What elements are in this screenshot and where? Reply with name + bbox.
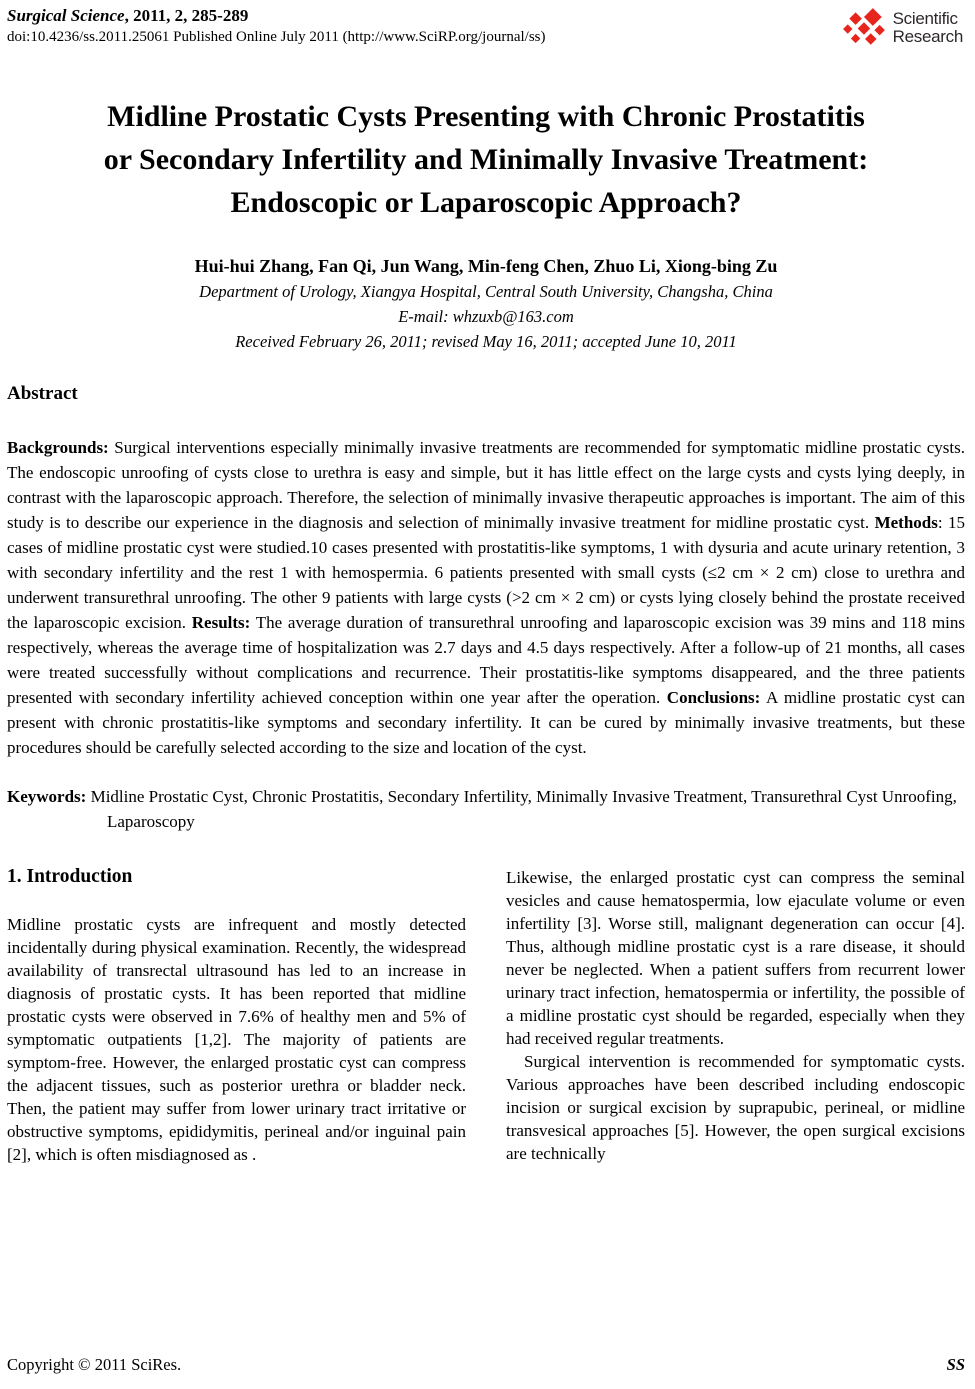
copyright-notice: Copyright © 2011 SciRes. — [7, 1355, 182, 1374]
right-column — [506, 864, 965, 1166]
affiliation-line: Department of Urology, Xiangya Hospital, Central South University, Changsha, China — [199, 282, 773, 301]
journal-header — [7, 6, 965, 49]
backgrounds-text: Surgical interventions especially minimally invasive treatments are recommended for symptomatic midline prostatic cysts. The endoscopic unroofing of cysts close to urethra is easy and simple, but it has little effect on the large cysts and cysts lying deeply, in contrast with the laparoscopic approach. Therefore, the selection of minimally invasive therapeutic approaches is important. The aim of this study is to describe our experience in the diagnosis and selection of minimally invasive treatment for midline prostatic cyst. — [7, 438, 965, 532]
abstract-body — [7, 435, 965, 760]
introduction-heading: 1. Introduction — [7, 866, 133, 887]
publisher-logo — [842, 7, 963, 49]
journal-citation-line — [7, 6, 546, 26]
article-title-line2: or Secondary Infertility and Minimally Invasive Treatment: — [103, 143, 869, 176]
introduction-paragraph-right-1: Likewise, the enlarged prostatic cyst can compress the seminal vesicles and cause hematospermia, low ejaculate volume or even infertility [3]. Worse still, malignant degeneration can occur [4]. Thus, although midline prostatic cyst is a rare disease, it should never be neglected. When a patient suffers from recurrent lower urinary tract infection, hematospermia or infertility, the possible of a midline prostatic cyst should be regarded, especially when they had received regular treatments. — [506, 868, 965, 1048]
results-label: Results: — [191, 613, 251, 632]
methods-label: Methods — [874, 513, 938, 532]
publisher-name-line2: Research — [892, 27, 963, 46]
journal-info — [7, 6, 546, 46]
results-text: The average duration of transurethral unroofing and laparoscopic excision was 39 mins and 118 mins respectively, whereas the average time of hospitalization was 2.7 days and 4.5 days respectively. After a follow-up of 21 months, all cases were treated successfully without complications and recurrence. Their prostatitis-like symptoms disappeared, and the three patients presented with secondary infertility achieved conception within one year after the operation. — [7, 613, 966, 707]
introduction-paragraph-right-2: Surgical intervention is recommended for symptomatic cysts. Various approaches have been described including endoscopic incision or surgical excision by suprapubic, perineal, or midline transvesical approaches [5]. However, the open surgical excisions are technically — [506, 1052, 965, 1163]
doi-line: doi:10.4236/ss.2011.25061 Published Online July 2011 (http://www.SciRP.org/journal/ss) — [7, 29, 546, 45]
left-column — [7, 864, 466, 1166]
keywords-label: Keywords: — [7, 787, 87, 806]
authors-line: Hui-hui Zhang, Fan Qi, Jun Wang, Min-feng Chen, Zhuo Li, Xiong-bing Zu — [194, 256, 778, 276]
publisher-name — [893, 10, 963, 46]
article-title — [7, 95, 965, 224]
methods-text: : 15 cases of midline prostatic cyst were studied.10 cases presented with prostatitis-like symptoms, 1 with dysuria and acute urinary retention, 3 with secondary infertility and the rest 1 with hemospermia. 6 patients presented with small cysts (≤2 cm × 2 cm) close to urethra and underwent transurethral unroofing. The other 9 patients with large cysts (>2 cm × 2 cm) or cysts lying closely behind the prostate received the laparoscopic excision. — [7, 513, 966, 632]
journal-citation: , 2011, 2, 285-289 — [124, 6, 249, 25]
introduction-paragraph-left: Midline prostatic cysts are infrequent and mostly detected incidentally during physical examination. Recently, the widespread availability of transrectal ultrasound has led to an increase in diagnosis of prostatic cysts. It has been reported that midline prostatic cysts were observed in 7.6% of healthy men and 5% of symptomatic outpatients [1,2]. The majority of patients are symptom-free. However, the enlarged prostatic cyst can compress the adjacent tissues, such as posterior urethra or bladder neck. Then, the patient may suffer from lower urinary tract irritative or obstructive symptoms, epididymitis, perineal and/or inguinal pain [2], which is often misdiagnosed as . — [7, 915, 466, 1164]
journal-abbreviation: SS — [946, 1355, 965, 1374]
abstract-heading: Abstract — [7, 383, 78, 404]
article-title-line1: Midline Prostatic Cysts Presenting with Chronic Prostatitis — [107, 100, 865, 133]
email-line: E-mail: whzuxb@163.com — [398, 307, 574, 326]
received-dates-line: Received February 26, 2011; revised May 16, 2011; accepted June 10, 2011 — [235, 332, 737, 351]
page-footer — [7, 1355, 965, 1375]
conclusions-label: Conclusions: — [666, 688, 761, 707]
article-title-line3: Endoscopic or Laparoscopic Approach? — [230, 186, 742, 219]
publisher-name-line1: Scientific — [892, 9, 958, 28]
journal-name: Surgical Science — [7, 6, 125, 25]
conclusions-text: A midline prostatic cyst can present with chronic prostatitis-like symptoms and secondary infertility. It can be cured by minimally invasive treatments, but these procedures should be carefully selected according to the size and location of the cyst. — [7, 688, 965, 757]
backgrounds-label: Backgrounds: — [7, 438, 109, 457]
diamond-cluster-icon — [842, 7, 888, 49]
keywords-text: Midline Prostatic Cyst, Chronic Prostatitis, Secondary Infertility, Minimally Invasive Treatment, Transurethral Cyst Unroofing, Laparoscopy — [86, 787, 957, 831]
keywords-line — [7, 784, 965, 834]
two-column-body — [7, 864, 965, 1166]
